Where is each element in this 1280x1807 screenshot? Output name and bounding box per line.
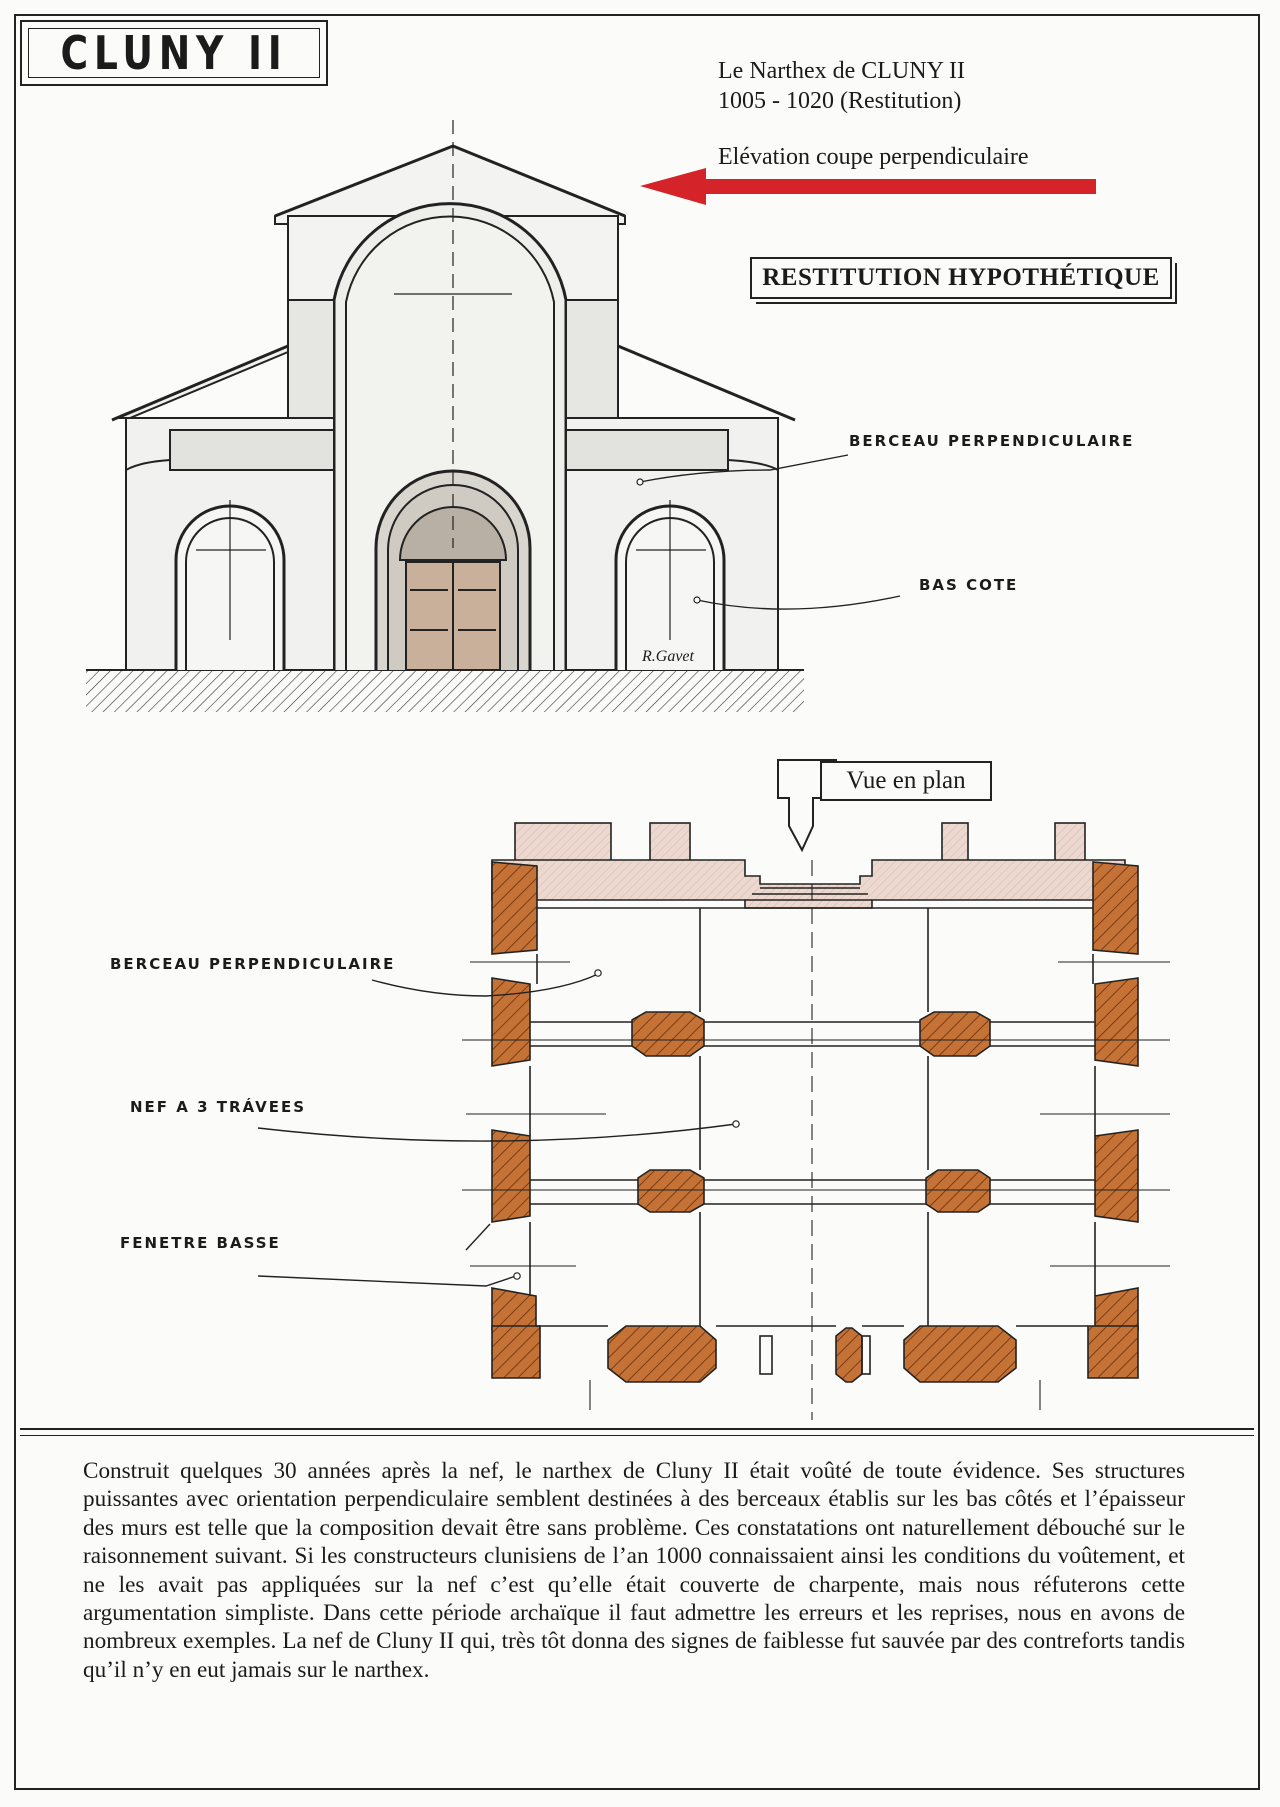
- elevation-drawing: [86, 120, 900, 712]
- body-paragraph: Construit quelques 30 années après la nef, le narthex de Cluny II était voûté de toute évidence. Ses structures puissantes avec orientation perpendiculaire semblent destinées à des berceaux établis sur les bas côtés et l’épaisseur des murs est telle que la composition devait être sans problème. Ces constatations ont naturellement débouché sur le raisonnement suivant. Si les constructeurs clunisiens de l’an 1000 connaissaient ainsi les conditions du voûtement, et ne les avait pas appliquées sur la nef c’est qu’elle était couverte de charpente, mais nous réfuterons cette argumentation simpliste. Dans cette période archaïque il faut admettre les erreurs et les reprises, nous en avons de nombreux exemples. La nef de Cluny II qui, très tôt donna des signes de faiblesse fut sauvée par des contreforts tandis qu’il n’y en eut jamais sur le narthex.: [83, 1458, 1185, 1683]
- header-line-1: Le Narthex de CLUNY II: [718, 58, 966, 84]
- label-berceau-elevation: BERCEAU PERPENDICULAIRE: [849, 432, 1135, 450]
- label-bas-cote: BAS COTE: [919, 576, 1019, 594]
- label-fenetre: FENETRE BASSE: [120, 1234, 281, 1252]
- elevation-caption: Elévation coupe perpendiculaire: [718, 144, 1029, 170]
- page-title: CLUNY II: [60, 26, 288, 80]
- red-arrow-icon: [640, 168, 1096, 205]
- header-line-2: 1005 - 1020 (Restitution): [718, 88, 962, 114]
- vue-en-plan-box: Vue en plan: [820, 761, 992, 801]
- plan-drawing: [258, 760, 1170, 1420]
- label-berceau-plan: BERCEAU PERPENDICULAIRE: [110, 955, 396, 973]
- label-nef: NEF A 3 TRÁVEES: [130, 1098, 307, 1116]
- restitution-label: RESTITUTION HYPOTHÉTIQUE: [762, 264, 1160, 291]
- artist-signature: R.Gavet: [642, 648, 694, 665]
